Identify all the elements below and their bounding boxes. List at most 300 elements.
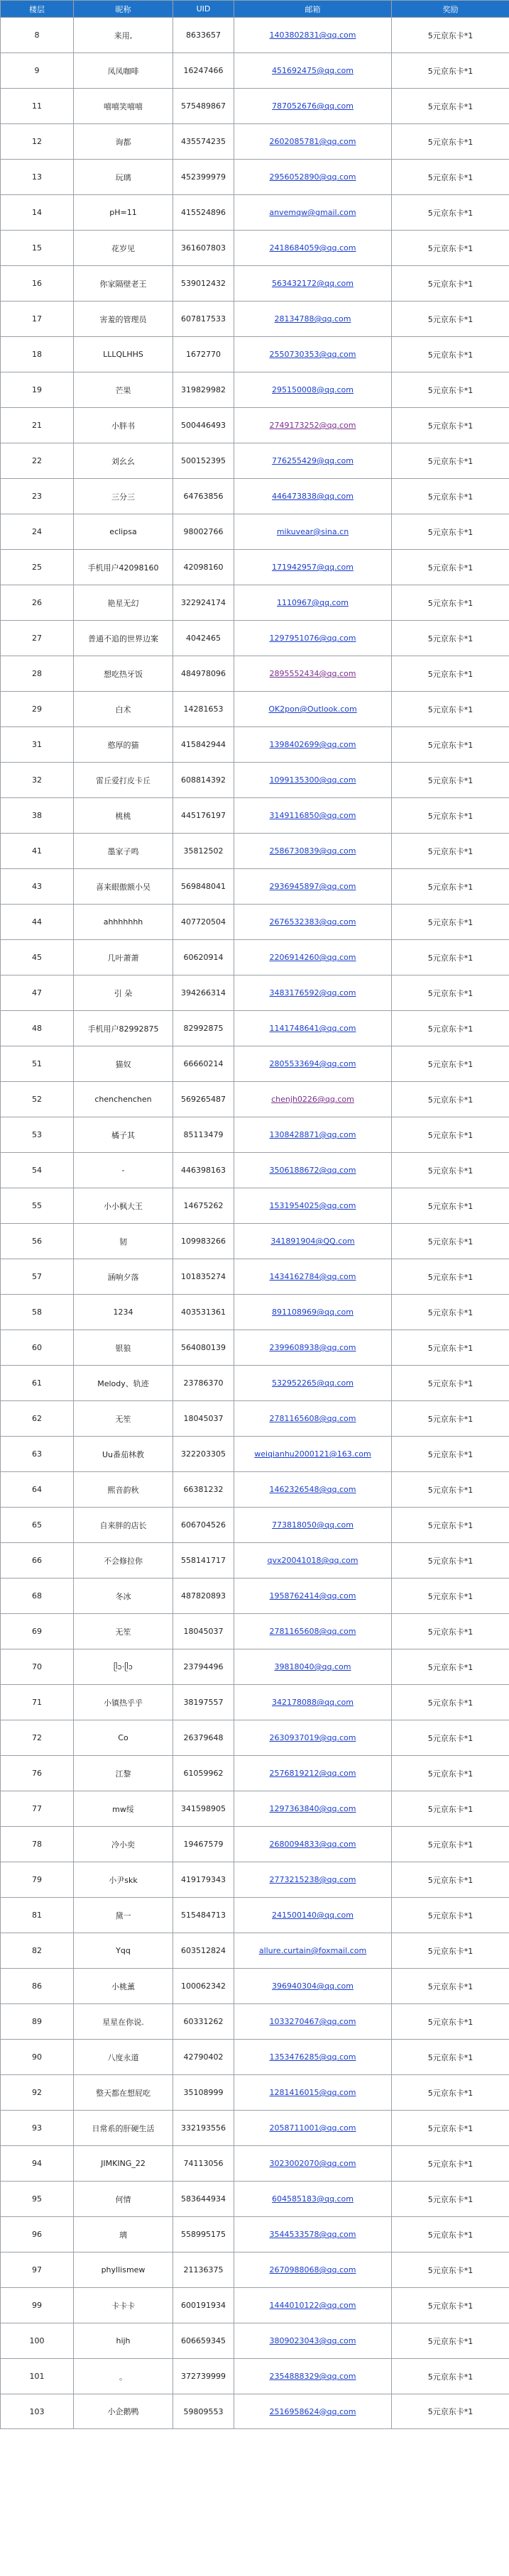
table-row [1,18,509,53]
floor-cell: 18 [1,337,74,372]
uid-cell: 64763856 [173,479,234,514]
reward-cell: 5元京东卡*1 [392,2111,509,2146]
reward-cell: 5元京东卡*1 [392,2146,509,2182]
header-nickname: 昵称 [74,1,173,18]
email-cell [234,2075,392,2111]
uid-cell: 60331262 [173,2004,234,2040]
reward-cell: 5元京东卡*1 [392,763,509,798]
reward-cell: 5元京东卡*1 [392,1579,509,1614]
table-row [1,1898,509,1933]
table-row [1,337,509,372]
email-cell [234,2040,392,2075]
nickname-cell: Melody、轨迹 [74,1366,173,1401]
table-row [1,514,509,550]
floor-cell: 57 [1,1259,74,1295]
nickname-cell: 璃 [74,2217,173,2252]
email-cell [234,195,392,231]
uid-cell: 600191934 [173,2288,234,2323]
uid-cell: 322203305 [173,1437,234,1472]
table-row [1,124,509,160]
uid-cell: 419179343 [173,1862,234,1898]
reward-cell: 5元京东卡*1 [392,1685,509,1720]
reward-cell: 5元京东卡*1 [392,1437,509,1472]
email-cell [234,1295,392,1330]
email-cell [234,621,392,656]
email-cell [234,940,392,975]
email-link[interactable]: 342178088@qq.com [272,1698,354,1707]
nickname-cell: 八度永道 [74,2040,173,2075]
email-cell [234,798,392,834]
uid-cell: 487820893 [173,1579,234,1614]
reward-cell: 5元京东卡*1 [392,2359,509,2394]
email-link[interactable]: 2781165608@qq.com [269,1414,356,1423]
reward-cell: 5元京东卡*1 [392,1720,509,1756]
uid-cell: 539012432 [173,266,234,302]
email-link[interactable]: 446473838@qq.com [272,492,354,501]
uid-cell: 38197557 [173,1685,234,1720]
nickname-cell: 嘻嘻笑嘻嘻 [74,89,173,124]
nickname-cell: 1234 [74,1295,173,1330]
email-link[interactable]: weiqianhu2000121@163.com [254,1449,371,1459]
email-link[interactable]: 532952265@qq.com [272,1378,354,1388]
email-link[interactable]: 891108969@qq.com [272,1308,354,1317]
table-row [1,302,509,337]
uid-cell: 515484713 [173,1898,234,1933]
nickname-cell: mw绥 [74,1791,173,1827]
floor-cell: 23 [1,479,74,514]
floor-cell: 62 [1,1401,74,1437]
nickname-cell: 凤凤咖啡 [74,53,173,89]
table-row [1,1437,509,1472]
table-row [1,1046,509,1082]
floor-cell: 12 [1,124,74,160]
table-row [1,656,509,692]
floor-cell: 78 [1,1827,74,1862]
floor-cell: 93 [1,2111,74,2146]
floor-cell: 13 [1,160,74,195]
reward-cell: 5元京东卡*1 [392,53,509,89]
uid-cell: 341598905 [173,1791,234,1827]
email-link[interactable]: 1958762414@qq.com [269,1591,356,1601]
uid-cell: 606704526 [173,1508,234,1543]
floor-cell: 56 [1,1224,74,1259]
reward-cell: 5元京东卡*1 [392,1827,509,1862]
table-row [1,372,509,408]
email-link[interactable]: 2680094833@qq.com [269,1840,356,1849]
email-link[interactable]: 2602085781@qq.com [269,137,356,146]
table-row [1,1756,509,1791]
nickname-cell: 三分三 [74,479,173,514]
uid-cell: 8633657 [173,18,234,53]
nickname-cell: 询都 [74,124,173,160]
floor-cell: 38 [1,798,74,834]
email-link[interactable]: 3483176592@qq.com [269,988,356,997]
table-row [1,550,509,585]
nickname-cell: 害羞的管理员 [74,302,173,337]
floor-cell: 15 [1,231,74,266]
uid-cell: 109983266 [173,1224,234,1259]
reward-cell: 5元京东卡*1 [392,1791,509,1827]
reward-cell: 5元京东卡*1 [392,302,509,337]
floor-cell: 76 [1,1756,74,1791]
floor-cell: 24 [1,514,74,550]
floor-cell: 92 [1,2075,74,2111]
nickname-cell: 引 朵 [74,975,173,1011]
table-header [1,1,509,18]
reward-cell: 5元京东卡*1 [392,1224,509,1259]
email-link[interactable]: 2895552434@qq.com [269,669,356,678]
nickname-cell: 手机用户82992875 [74,1011,173,1046]
email-link[interactable]: 2805533694@qq.com [269,1059,356,1068]
email-link[interactable]: 1353476285@qq.com [269,2052,356,2062]
email-cell [234,1472,392,1508]
reward-cell: 5元京东卡*1 [392,727,509,763]
table-row [1,1259,509,1295]
email-link[interactable]: 2773215238@qq.com [269,1875,356,1884]
nickname-cell: 何情 [74,2182,173,2217]
email-cell [234,443,392,479]
reward-cell: 5元京东卡*1 [392,1366,509,1401]
uid-cell: 606659345 [173,2323,234,2359]
email-link[interactable]: 563432172@qq.com [272,279,354,288]
email-cell [234,1437,392,1472]
email-link[interactable]: 2399608938@qq.com [269,1343,356,1352]
reward-cell: 5元京东卡*1 [392,2323,509,2359]
email-cell [234,1046,392,1082]
floor-cell: 103 [1,2394,74,2429]
nickname-cell: 你家隔壁老王 [74,266,173,302]
email-link[interactable]: 2516958624@qq.com [269,2406,356,2416]
nickname-cell: 韧 [74,1224,173,1259]
email-cell [234,1259,392,1295]
table-row [1,53,509,89]
reward-cell: 5元京东卡*1 [392,1117,509,1153]
floor-cell: 58 [1,1295,74,1330]
email-cell [234,1862,392,1898]
table-row [1,89,509,124]
email-cell [234,2323,392,2359]
table-row [1,834,509,869]
email-link[interactable]: 28134788@qq.com [274,314,351,324]
email-cell [234,1543,392,1579]
email-cell [234,1720,392,1756]
uid-cell: 446398163 [173,1153,234,1188]
floor-cell: 79 [1,1862,74,1898]
email-link[interactable]: allure.curtain@foxmail.com [258,1946,367,1955]
floor-cell: 72 [1,1720,74,1756]
uid-cell: 35812502 [173,834,234,869]
floor-cell: 100 [1,2323,74,2359]
table-row [1,1330,509,1366]
table-row [1,2075,509,2111]
floor-cell: 64 [1,1472,74,1508]
email-link[interactable]: 2418684059@qq.com [269,243,356,253]
table-row [1,1862,509,1898]
floor-cell: 21 [1,408,74,443]
reward-cell: 5元京东卡*1 [392,1330,509,1366]
email-link[interactable]: 2586730839@qq.com [269,846,356,856]
table-row [1,763,509,798]
email-link[interactable]: 1308428871@qq.com [269,1130,356,1139]
nickname-cell: 熙音韵秋 [74,1472,173,1508]
reward-cell: 5元京东卡*1 [392,1153,509,1188]
reward-cell: 5元京东卡*1 [392,89,509,124]
uid-cell: 361607803 [173,231,234,266]
email-cell [234,834,392,869]
nickname-cell: 喜来眼傲额小吴 [74,869,173,905]
email-link[interactable]: 2956052890@qq.com [269,172,356,182]
email-link[interactable]: 776255429@qq.com [272,456,354,465]
floor-cell: 101 [1,2359,74,2394]
email-link[interactable]: mikuvear@sina.cn [276,527,349,536]
email-link[interactable]: 1297363840@qq.com [269,1804,356,1813]
email-cell [234,1614,392,1649]
email-link[interactable]: 1033270467@qq.com [269,2017,356,2026]
reward-cell: 5元京东卡*1 [392,905,509,940]
uid-cell: 61059962 [173,1756,234,1791]
nickname-cell: Co [74,1720,173,1756]
nickname-cell: 猫奴 [74,1046,173,1082]
reward-cell: 5元京东卡*1 [392,18,509,53]
uid-cell: 608814392 [173,763,234,798]
email-link[interactable]: 2058711001@qq.com [269,2123,356,2133]
email-link[interactable]: 1403802831@qq.com [269,31,356,40]
email-link[interactable]: anvemqw@gmail.com [269,208,356,217]
table-row [1,727,509,763]
table-row [1,940,509,975]
email-link[interactable]: 396940304@qq.com [272,1981,354,1991]
floor-cell: 96 [1,2217,74,2252]
email-link[interactable]: 171942957@qq.com [272,563,354,572]
email-link[interactable]: 2550730353@qq.com [269,350,356,359]
floor-cell: 25 [1,550,74,585]
table-body [1,18,509,2429]
email-cell [234,160,392,195]
table-row [1,975,509,1011]
table-row [1,1791,509,1827]
table-row [1,2359,509,2394]
floor-cell: 17 [1,302,74,337]
reward-cell: 5元京东卡*1 [392,2075,509,2111]
reward-cell: 5元京东卡*1 [392,798,509,834]
email-link[interactable]: chenjh0226@qq.com [271,1095,354,1104]
uid-cell: 445176197 [173,798,234,834]
nickname-cell: LLLQLHHS [74,337,173,372]
email-link[interactable]: 1531954025@qq.com [269,1201,356,1210]
uid-cell: 42098160 [173,550,234,585]
nickname-cell: eclipsa [74,514,173,550]
nickname-cell: 日常系的肝硬生活 [74,2111,173,2146]
email-link[interactable]: 604585183@qq.com [272,2194,354,2204]
email-link[interactable]: 1462326548@qq.com [269,1485,356,1494]
floor-cell: 82 [1,1933,74,1969]
table-row [1,1720,509,1756]
reward-cell: 5元京东卡*1 [392,337,509,372]
nickname-cell: 雷丘爱打皮卡丘 [74,763,173,798]
email-cell [234,2252,392,2288]
email-link[interactable]: 2676532383@qq.com [269,917,356,927]
email-cell [234,2146,392,2182]
table-row [1,1401,509,1437]
email-cell [234,1791,392,1827]
reward-cell: 5元京东卡*1 [392,1401,509,1437]
floor-cell: 9 [1,53,74,89]
email-link[interactable]: 1434162784@qq.com [269,1272,356,1281]
table-row [1,1295,509,1330]
email-link[interactable]: OK2pon@Outlook.com [268,704,357,714]
floor-cell: 61 [1,1366,74,1401]
reward-cell: 5元京东卡*1 [392,1046,509,1082]
email-link[interactable]: 341891904@QQ.com [270,1237,355,1246]
uid-cell: 74113056 [173,2146,234,2182]
email-link[interactable]: 787052676@qq.com [272,101,354,111]
reward-cell: 5元京东卡*1 [392,1649,509,1685]
email-cell [234,1117,392,1153]
nickname-cell: 橘子其 [74,1117,173,1153]
email-link[interactable]: 2670988068@qq.com [269,2265,356,2274]
email-link[interactable]: 1281416015@qq.com [269,2088,356,2097]
email-cell [234,1366,392,1401]
email-cell [234,1756,392,1791]
nickname-cell: 无笙 [74,1401,173,1437]
nickname-cell: 。 [74,2359,173,2394]
nickname-cell: 手机用户42098160 [74,550,173,585]
email-cell [234,2288,392,2323]
table-row [1,2252,509,2288]
reward-cell: 5元京东卡*1 [392,1295,509,1330]
email-link[interactable]: 39818040@qq.com [274,1662,351,1671]
nickname-cell: 黛一 [74,1898,173,1933]
nickname-cell: Yqq [74,1933,173,1969]
uid-cell: 98002766 [173,514,234,550]
uid-cell: 16247466 [173,53,234,89]
email-link[interactable]: 295150008@qq.com [272,385,354,394]
table-row [1,1117,509,1153]
reward-cell: 5元京东卡*1 [392,975,509,1011]
email-link[interactable]: 3809023043@qq.com [269,2336,356,2345]
nickname-cell: 花岁见 [74,231,173,266]
email-link[interactable]: 241500140@qq.com [272,1911,354,1920]
nickname-cell: 不会修拉你 [74,1543,173,1579]
email-cell [234,2182,392,2217]
reward-cell: 5元京东卡*1 [392,2288,509,2323]
floor-cell: 60 [1,1330,74,1366]
floor-cell: 26 [1,585,74,621]
email-link[interactable]: 1110967@qq.com [277,598,349,607]
email-link[interactable]: 1297951076@qq.com [269,634,356,643]
table-row [1,1933,509,1969]
floor-cell: 99 [1,2288,74,2323]
uid-cell: 435574235 [173,124,234,160]
email-link[interactable]: 2354888329@qq.com [269,2372,356,2381]
reward-cell: 5元京东卡*1 [392,479,509,514]
reward-cell: 5元京东卡*1 [392,124,509,160]
header-email: 邮箱 [234,1,392,18]
uid-cell: 569848041 [173,869,234,905]
email-link[interactable]: 1398402699@qq.com [269,740,356,749]
email-link[interactable]: 2936945897@qq.com [269,882,356,891]
table-row [1,2288,509,2323]
floor-cell: 51 [1,1046,74,1082]
reward-cell: 5元京东卡*1 [392,656,509,692]
email-link[interactable]: 3149116850@qq.com [269,811,356,820]
email-link[interactable]: 1099135300@qq.com [269,775,356,785]
nickname-cell: 几叶萧萧 [74,940,173,975]
nickname-cell: ahhhhhhh [74,905,173,940]
uid-cell: 23786370 [173,1366,234,1401]
floor-cell: 22 [1,443,74,479]
nickname-cell: 普通不追的世界边案 [74,621,173,656]
email-link[interactable]: 2630937019@qq.com [269,1733,356,1742]
email-link[interactable]: 773818050@qq.com [272,1520,354,1530]
table-row [1,266,509,302]
email-cell [234,124,392,160]
reward-cell: 5元京东卡*1 [392,1472,509,1508]
uid-cell: 59809553 [173,2394,234,2429]
uid-cell: 18045037 [173,1614,234,1649]
email-link[interactable]: 2206914260@qq.com [269,953,356,962]
email-link[interactable]: 3506188672@qq.com [269,1166,356,1175]
nickname-cell: 小小枫大王 [74,1188,173,1224]
floor-cell: 47 [1,975,74,1011]
nickname-cell: 想吃热牙饭 [74,656,173,692]
email-cell [234,585,392,621]
nickname-cell: 白术 [74,692,173,727]
email-link[interactable]: 2781165608@qq.com [269,1627,356,1636]
uid-cell: 575489867 [173,89,234,124]
table-row [1,1543,509,1579]
email-link[interactable]: qvx20041018@qq.com [267,1556,359,1565]
email-link[interactable]: 2749173252@qq.com [269,421,356,430]
uid-cell: 35108999 [173,2075,234,2111]
reward-cell: 5元京东卡*1 [392,1011,509,1046]
reward-cell: 5元京东卡*1 [392,372,509,408]
email-cell [234,2217,392,2252]
nickname-cell: 银狼 [74,1330,173,1366]
nickname-cell: JIMKING_22 [74,2146,173,2182]
table-row [1,1472,509,1508]
email-link[interactable]: 2576819212@qq.com [269,1769,356,1778]
reward-cell: 5元京东卡*1 [392,2182,509,2217]
reward-cell: 5元京东卡*1 [392,550,509,585]
nickname-cell: 冬冰 [74,1579,173,1614]
floor-cell: 55 [1,1188,74,1224]
table-row [1,1508,509,1543]
email-link[interactable]: 451692475@qq.com [272,66,354,75]
uid-cell: 500152395 [173,443,234,479]
email-cell [234,1649,392,1685]
nickname-cell: 卡卡卡 [74,2288,173,2323]
nickname-cell: pH=11 [74,195,173,231]
table-row [1,231,509,266]
email-link[interactable]: 3544533578@qq.com [269,2230,356,2239]
floor-cell: 81 [1,1898,74,1933]
email-cell [234,1082,392,1117]
nickname-cell: 小桃薰 [74,1969,173,2004]
email-cell [234,53,392,89]
email-cell [234,2394,392,2429]
reward-cell: 5元京东卡*1 [392,514,509,550]
floor-cell: 69 [1,1614,74,1649]
email-link[interactable]: 1444010122@qq.com [269,2301,356,2310]
reward-cell: 5元京东卡*1 [392,2040,509,2075]
nickname-cell: 江黎 [74,1756,173,1791]
email-link[interactable]: 3023002070@qq.com [269,2159,356,2168]
reward-cell: 5元京东卡*1 [392,1933,509,1969]
email-link[interactable]: 1141748641@qq.com [269,1024,356,1033]
table-row [1,692,509,727]
reward-cell: 5元京东卡*1 [392,195,509,231]
